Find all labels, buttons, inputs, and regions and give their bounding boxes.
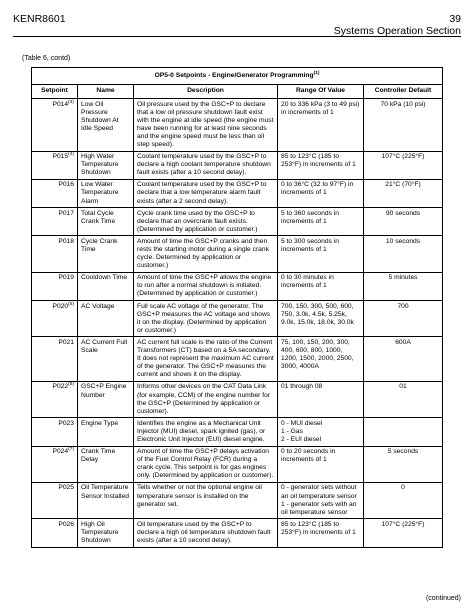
- setpoint-cell: P025: [32, 482, 78, 518]
- setpoint-cell: P019: [32, 272, 78, 300]
- table-row: [32, 208, 443, 236]
- name-cell: Cooldown Time: [78, 272, 134, 300]
- name-cell: Engine Type: [78, 418, 134, 446]
- range-cell: 0 - MUI diesel 1 - Gas 2 - EUI diesel: [278, 418, 364, 446]
- description-cell: Amount of time the GSC+P delays activation of the Fuel Control Relay (FCR) during a crank cycle. This setpoint is for gas engines only. (Determined by application or customer).: [134, 446, 278, 482]
- description-cell: Coolant temperature used by the GSC+P to declare that a low temperature alarm fault exists (after a 2 second delay).: [134, 179, 278, 207]
- setpoint-cell: P016: [32, 179, 78, 207]
- default-cell: 5 minutes: [364, 272, 443, 300]
- footnote-ref: (5): [68, 301, 74, 307]
- range-cell: 85 to 123°C (185 to 253°F) in increments of 1: [278, 151, 364, 179]
- name-cell: Crank Time Delay: [78, 446, 134, 482]
- setpoint-cell: P021: [32, 337, 78, 381]
- table-row: [32, 99, 443, 152]
- description-cell: Amount of time the GSC+P cranks and then rests the starting motor during a single crank cycle. Determined by application or customer.): [134, 236, 278, 272]
- default-cell: 70 kPa (10 psi): [364, 99, 443, 152]
- description-cell: AC current full scale is the ratio of the Current Transformers (CT) based on a 5A secondary. It does not represent the maximum AC current of the generator. The GSC+P measures the current and shows it on the display.: [134, 337, 278, 381]
- setpoint-cell: P024$^{(7)}$: [32, 446, 78, 482]
- default-cell: 700: [364, 301, 443, 337]
- page-number: 39: [449, 13, 461, 25]
- table-row: [32, 519, 443, 547]
- table-row: [32, 151, 443, 179]
- description-cell: Identifies the engine as a Mechanical Unit Injector (MUI) diesel, spark ignited (gas), or Electronic Unit Injector (EUI) diesel engine.: [134, 418, 278, 446]
- header-rule: [13, 36, 461, 37]
- setpoints-table: [31, 67, 443, 548]
- column-header-name: Name: [78, 85, 134, 99]
- range-cell: 0 - generator sets without an oil temperature sensor 1 - generator sets with an oil temperature sensor: [278, 482, 364, 518]
- default-cell: 5 seconds: [364, 446, 443, 482]
- default-cell: 107°C (225°F): [364, 519, 443, 547]
- setpoint-cell: P014$^{(3)}$: [32, 99, 78, 152]
- table-row: [32, 301, 443, 337]
- name-cell: High Oil Temperature Shutdown: [78, 519, 134, 547]
- setpoint-cell: P018: [32, 236, 78, 272]
- setpoint-cell: P020$^{(5)}$: [32, 301, 78, 337]
- range-cell: 0 to 20 seconds in increments of 1: [278, 446, 364, 482]
- name-cell: AC Current Full Scale: [78, 337, 134, 381]
- description-cell: Oil temperature used by the GSC+P to declare a high oil temperature shutdown fault exists (after a 10 second delay).: [134, 519, 278, 547]
- default-cell: 10 seconds: [364, 236, 443, 272]
- section-title: Systems Operation Section: [333, 25, 461, 37]
- default-cell: [364, 418, 443, 446]
- default-cell: 21°C (70°F): [364, 179, 443, 207]
- setpoint-cell: P026: [32, 519, 78, 547]
- range-cell: 20 to 336 kPa (3 to 49 psi) in increments of 1: [278, 99, 364, 152]
- range-cell: 700, 150, 300, 500, 600, 750, 3.0k, 4.5k, 5.25k, 9.0k, 15.0k, 18.0k, 30.0k: [278, 301, 364, 337]
- column-header-default: Controller Default: [364, 85, 443, 99]
- footnote-ref: (4): [68, 151, 74, 157]
- table-row: [32, 272, 443, 300]
- range-cell: 75, 100, 150, 200, 300, 400, 600, 800, 1000, 1200, 1500, 2000, 2500, 3000, 4000A: [278, 337, 364, 381]
- name-cell: Low Oil Pressure Shutdown At Idle Speed: [78, 99, 134, 152]
- default-cell: 90 seconds: [364, 208, 443, 236]
- name-cell: Cycle Crank Time: [78, 236, 134, 272]
- default-cell: 0: [364, 482, 443, 518]
- description-cell: Informs other devices on the CAT Data Link (for example, CCM) of the engine number for the GSC+P (Determined by application or customer).: [134, 381, 278, 417]
- table-row: [32, 381, 443, 417]
- description-cell: Tells whether or not the optional engine oil temperature sensor is installed on the generator set.: [134, 482, 278, 518]
- table-row: [32, 482, 443, 518]
- footnote-ref: (7): [68, 446, 74, 452]
- range-cell: 01 through 08: [278, 381, 364, 417]
- range-cell: 85 to 123°C (185 to 253°F) in increments of 1: [278, 519, 364, 547]
- range-cell: 0 to 36°C (32 to 97°F) in increments of 1: [278, 179, 364, 207]
- default-cell: 01: [364, 381, 443, 417]
- default-cell: 107°C (225°F): [364, 151, 443, 179]
- continued-note: (continued): [425, 595, 461, 602]
- footnote-ref: (3): [68, 99, 74, 105]
- setpoint-cell: P017: [32, 208, 78, 236]
- name-cell: Low Water Temperature Alarm: [78, 179, 134, 207]
- name-cell: Oil Temperature Sensor Installed: [78, 482, 134, 518]
- description-cell: Cycle crank time used by the GSC+P to declare that an overcrank fault exists. (Determined by application or customer.): [134, 208, 278, 236]
- description-cell: Full scale AC voltage of the generator. The GSC+P measures the AC voltage and shows it on the display. (Determined by application or customer.): [134, 301, 278, 337]
- setpoint-cell: P022$^{(6)}$: [32, 381, 78, 417]
- footnote-ref: (6): [68, 382, 74, 388]
- table-row: [32, 179, 443, 207]
- column-header-description: Description: [134, 85, 278, 99]
- range-cell: 5 to 360 seconds in increments of 1: [278, 208, 364, 236]
- description-cell: Amount of time the GSC+P allows the engine to run after a normal shutdown is initiated. (Determined by application or customer.): [134, 272, 278, 300]
- table-row: [32, 337, 443, 381]
- name-cell: Total Cycle Crank Time: [78, 208, 134, 236]
- table-header-row: [32, 85, 443, 99]
- name-cell: High Water Temperature Shutdown: [78, 151, 134, 179]
- description-cell: Coolant temperature used by the GSC+P to declare a high coolant temperature shutdown fault exists (after a 10 second delay).: [134, 151, 278, 179]
- column-header-range: Range Of Value: [278, 85, 364, 99]
- default-cell: 600A: [364, 337, 443, 381]
- page-header-right: [334, 13, 461, 37]
- description-cell: Oil pressure used by the GSC+P to declare that a low oil pressure shutdown fault exist with the engine at idle speed (the engine must have been running for at least nine seconds and the engine speed must be less than oil step speed).: [134, 99, 278, 152]
- table-continuation-note: (Table 6, contd): [22, 55, 71, 62]
- column-header-setpoint: Setpoint: [32, 85, 78, 99]
- document-id: KENR8601: [13, 13, 66, 25]
- setpoint-cell: P023: [32, 418, 78, 446]
- table-row: [32, 446, 443, 482]
- table-row: [32, 236, 443, 272]
- table-row: [32, 418, 443, 446]
- range-cell: 0 to 30 minutes in increments of 1: [278, 272, 364, 300]
- name-cell: AC Voltage: [78, 301, 134, 337]
- table-title: OP5-0 Setpoints - Engine/Generator Programming$^{(1)}$: [32, 68, 443, 85]
- setpoint-cell: P015$^{(4)}$: [32, 151, 78, 179]
- name-cell: GSC+P Engine Number: [78, 381, 134, 417]
- range-cell: 5 to 300 seconds in increments of 1: [278, 236, 364, 272]
